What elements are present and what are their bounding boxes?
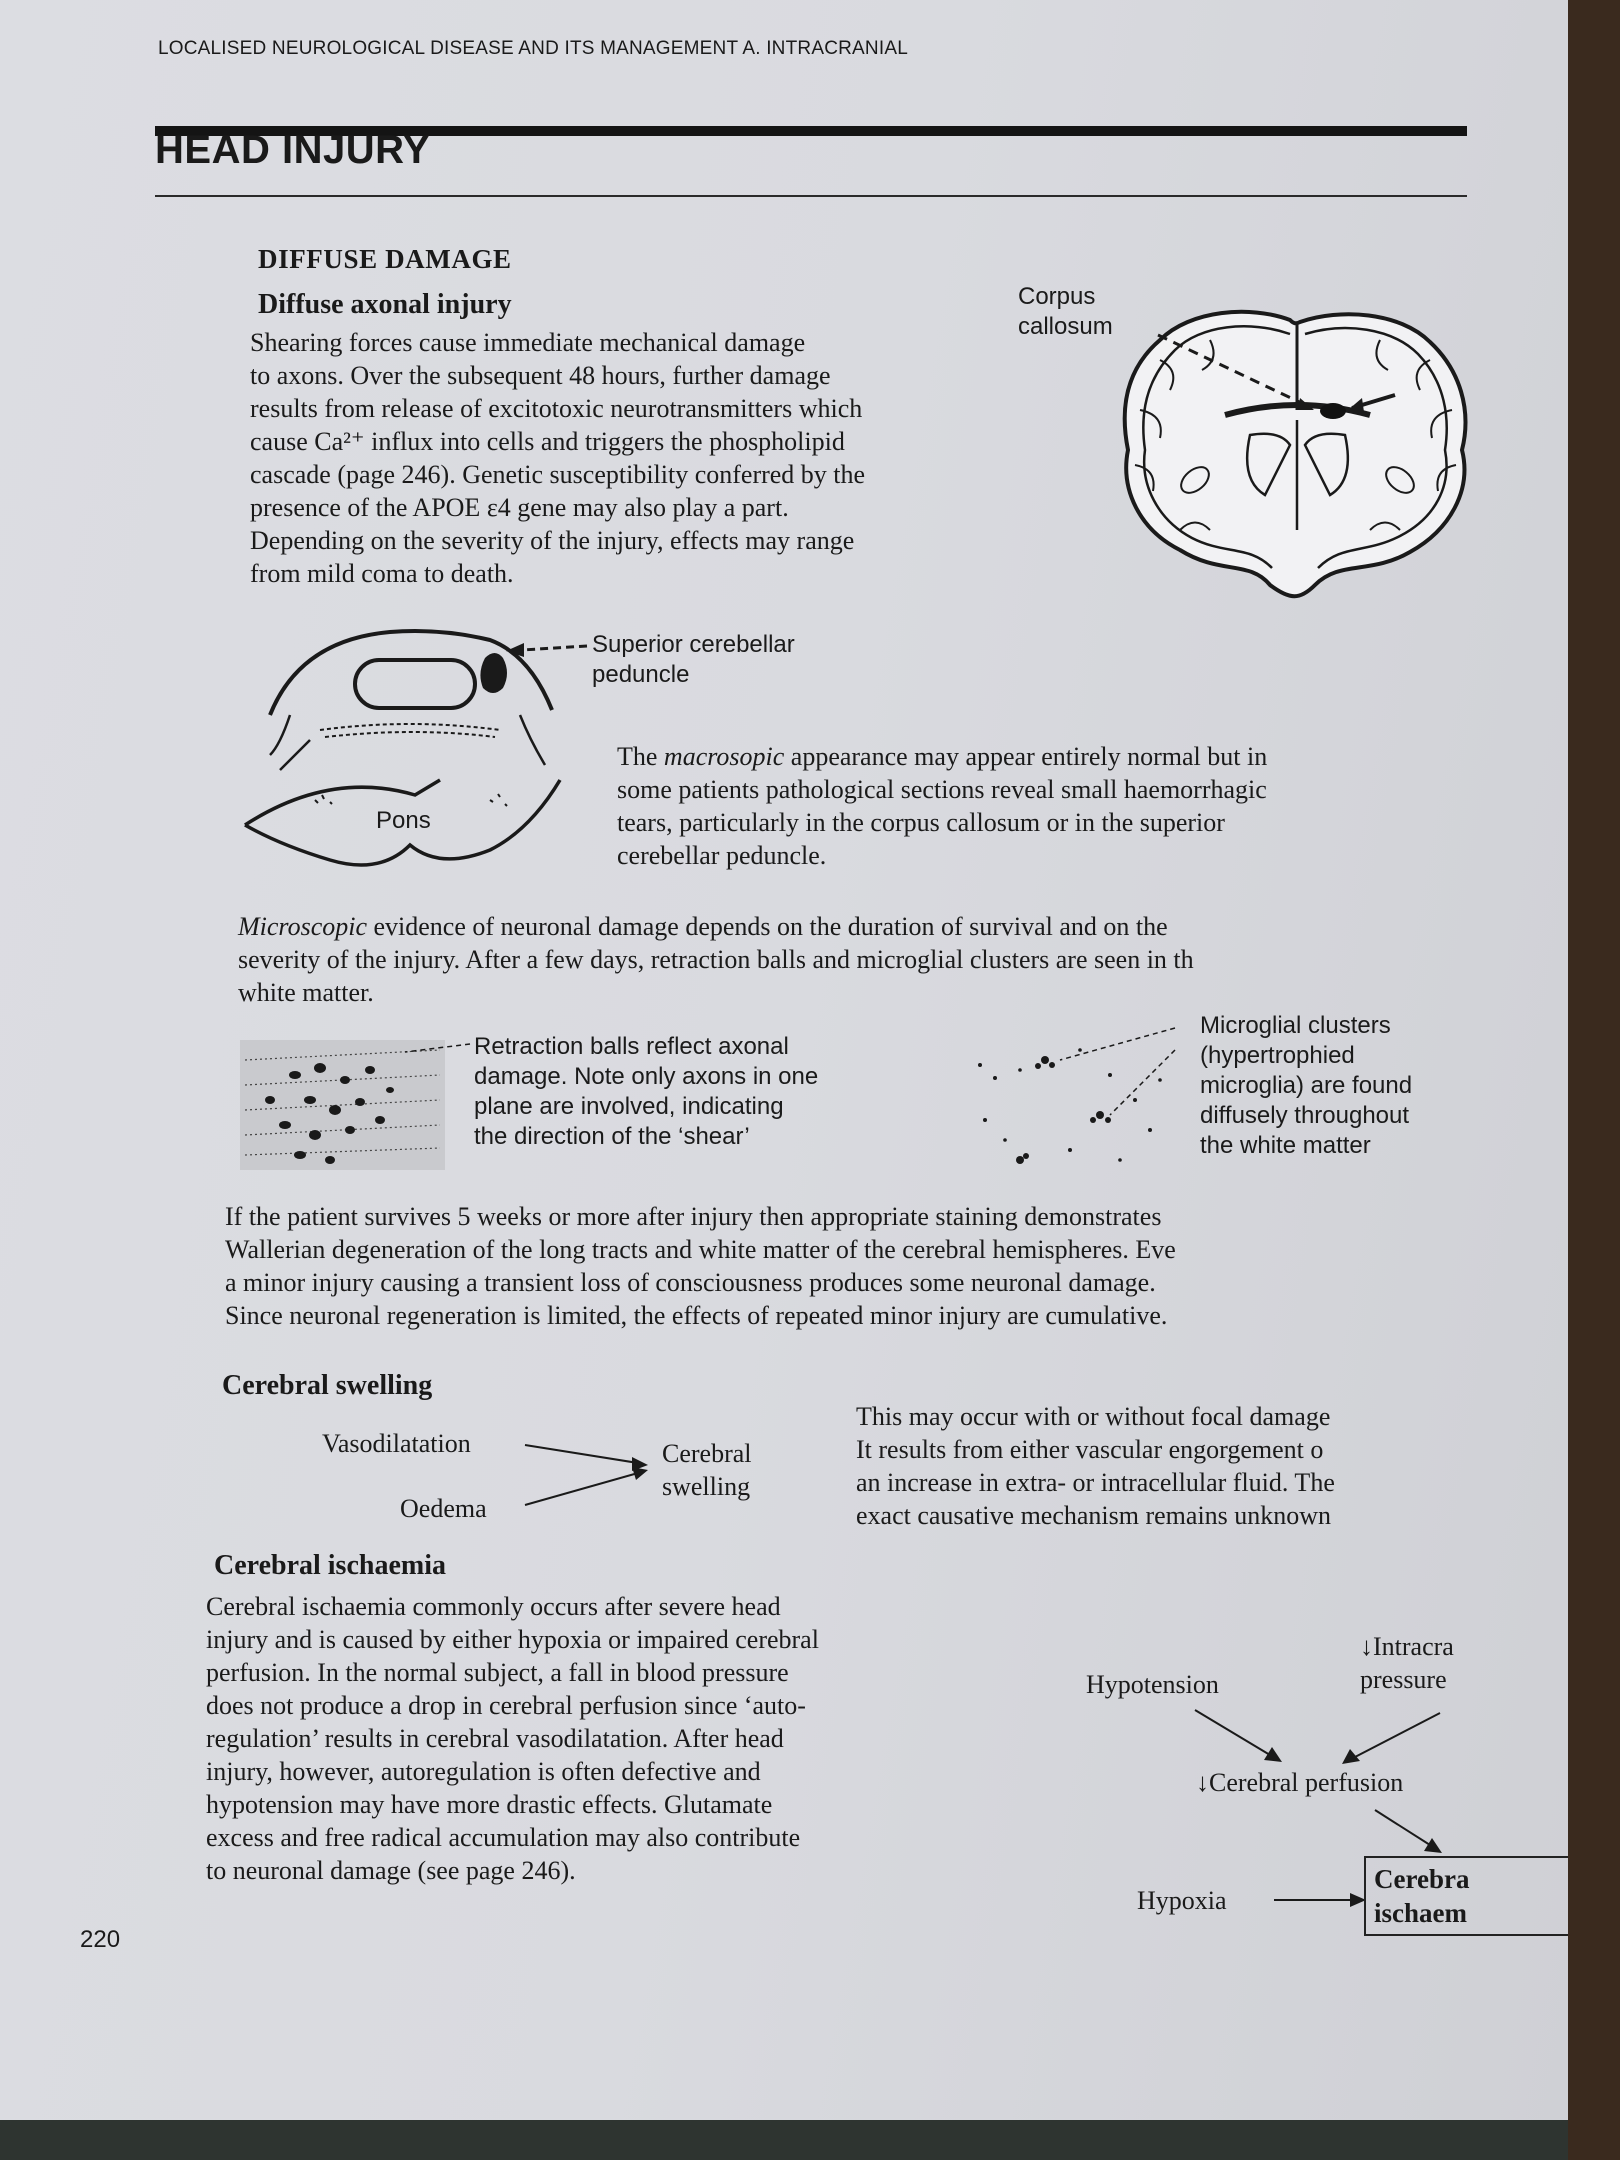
text-line: Cerebral ischaemia commonly occurs after severe head: [206, 1592, 781, 1621]
caption-line: the direction of the ‘shear’: [474, 1123, 750, 1150]
pons-speckle: [315, 794, 507, 806]
hypoxia-label: Hypoxia: [1137, 1886, 1227, 1915]
text-line: injury, however, autoregulation is often defective and: [206, 1757, 761, 1786]
cerebral-swelling-heading: Cerebral swelling: [222, 1370, 433, 1401]
hypoxia-arrow: [1272, 1890, 1372, 1910]
text-line: If the patient survives 5 weeks or more after injury then appropriate staining demonstrates: [225, 1202, 1162, 1231]
page-bottom-shadow: [0, 2120, 1568, 2160]
text-line: [238, 910, 1194, 943]
brain-outline: [1125, 312, 1466, 596]
label-line: pressure: [1360, 1665, 1447, 1694]
peduncle-lesion: [480, 653, 507, 693]
text-line: to neuronal damage (see page 246).: [206, 1856, 576, 1885]
label-line: Superior cerebellar: [592, 631, 795, 658]
text-line: from mild coma to death.: [250, 559, 514, 588]
peduncle-pointer: [502, 638, 592, 658]
text-line: to axons. Over the subsequent 48 hours, further damage: [250, 361, 831, 390]
corpus-callosum-label: [1018, 282, 1113, 342]
italic-term: Microscopic: [238, 912, 367, 941]
caption-line: Microglial clusters: [1200, 1012, 1391, 1039]
text-line: exact causative mechanism remains unknown: [856, 1501, 1332, 1530]
section-title: DIFFUSE DAMAGE: [258, 244, 512, 274]
pons-label: Pons: [376, 807, 431, 834]
fourth-ventricle: [355, 660, 475, 708]
microscopic-paragraph: [238, 910, 1194, 1009]
diffuse-axonal-text: [250, 326, 865, 590]
caption-line: damage. Note only axons in one: [474, 1063, 819, 1090]
italic-term: macrosopic: [663, 742, 785, 771]
text-line: Shearing forces cause immediate mechanical damage: [250, 328, 806, 357]
vasodilatation-label: Vasodilatation: [322, 1429, 471, 1458]
caption-line: the white matter: [1200, 1132, 1371, 1159]
text-line: It results from either vascular engorgement o: [856, 1435, 1324, 1464]
text-line: some patients pathological sections reveal small haemorrhagic: [617, 775, 1267, 804]
retraction-pointer: [395, 1038, 475, 1058]
text-line: hypotension may have more drastic effects. Glutamate: [206, 1790, 773, 1819]
label-line: Cerebral: [662, 1439, 752, 1468]
microglial-clusters-illustration: [960, 1020, 1190, 1180]
chapter-title: HEAD INJURY: [155, 128, 431, 172]
microglial-clusters-caption: [1200, 1011, 1412, 1161]
label-line: ischaem: [1374, 1898, 1467, 1928]
caption-line: (hypertrophied: [1200, 1042, 1355, 1069]
text-line: perfusion. In the normal subject, a fall in blood pressure: [206, 1658, 789, 1687]
hypotension-label: Hypotension: [1086, 1670, 1219, 1699]
text-span: The: [617, 742, 664, 771]
text-line: a minor injury causing a transient loss of consciousness produces some neuronal damage.: [225, 1268, 1156, 1297]
text-line: Wallerian degeneration of the long tracts and white matter of the cerebral hemispheres. Eve: [225, 1235, 1176, 1264]
text-line: severity of the injury. After a few days, retraction balls and microglial clusters are seen in th: [238, 945, 1194, 974]
superior-cerebellar-peduncle-label: [592, 630, 795, 690]
wallerian-paragraph: [225, 1200, 1176, 1332]
pons-fibres: [320, 724, 500, 737]
macroscopic-paragraph: [617, 740, 1267, 872]
oedema-label: Oedema: [400, 1494, 487, 1523]
label-line: peduncle: [592, 661, 690, 688]
brain-coronal-illustration: [1100, 300, 1490, 630]
text-line: does not produce a drop in cerebral perfusion since ‘auto-: [206, 1691, 806, 1720]
header-rule-thin: [155, 195, 1467, 197]
cerebral-ischaemia-text: [206, 1590, 819, 1887]
text-line: [617, 740, 1267, 773]
caption-line: microglia) are found: [1200, 1072, 1413, 1099]
text-line: injury and is caused by either hypoxia or impaired cerebral: [206, 1625, 819, 1654]
swelling-arrows: [520, 1440, 660, 1510]
text-line: regulation’ results in cerebral vasodilatation. After head: [206, 1724, 784, 1753]
text-line: results from release of excitotoxic neurotransmitters which: [250, 394, 863, 423]
pons-illustration: [240, 620, 590, 890]
text-line: white matter.: [238, 978, 374, 1007]
pons-left-edge: [270, 715, 310, 770]
running-head: LOCALISED NEUROLOGICAL DISEASE AND ITS MANAGEMENT A. INTRACRANIAL: [158, 38, 908, 59]
text-line: This may occur with or without focal damage: [856, 1402, 1331, 1431]
cerebral-ischaemia-result-box: [1364, 1856, 1568, 1936]
cerebral-swelling-text: [856, 1400, 1335, 1532]
label-line: Cerebra: [1374, 1864, 1470, 1894]
text-line: Depending on the severity of the injury, effects may range: [250, 526, 855, 555]
label-line: callosum: [1018, 313, 1113, 340]
text-span: evidence of neuronal damage depends on the duration of survival and on the: [367, 912, 1168, 941]
text-line: excess and free radical accumulation may also contribute: [206, 1823, 801, 1852]
text-line: Since neuronal regeneration is limited, the effects of repeated minor injury are cumulative.: [225, 1301, 1168, 1330]
diffuse-axonal-heading: Diffuse axonal injury: [258, 289, 512, 320]
text-line: presence of the APOE ε4 gene may also play a part.: [250, 493, 789, 522]
callosal-lesion: [1320, 403, 1346, 419]
text-line: cascade (page 246). Genetic susceptibility conferred by the: [250, 460, 866, 489]
cerebral-swelling-result: [662, 1437, 752, 1503]
cerebral-perfusion-label: ↓Cerebral perfusion: [1196, 1768, 1404, 1797]
label-line: Corpus: [1018, 283, 1096, 310]
intracranial-pressure-label: [1360, 1630, 1454, 1696]
label-line: swelling: [662, 1472, 751, 1501]
text-line: cerebellar peduncle.: [617, 841, 827, 870]
label-line: ↓Intracra: [1360, 1632, 1454, 1661]
caption-line: plane are involved, indicating: [474, 1093, 784, 1120]
text-line: an increase in extra- or intracellular fluid. The: [856, 1468, 1335, 1497]
text-line: tears, particularly in the corpus callosum or in the superior: [617, 808, 1225, 837]
text-line: cause Ca²⁺ influx into cells and triggers the phospholipid: [250, 427, 845, 456]
caption-line: Retraction balls reflect axonal: [474, 1033, 789, 1060]
text-span: appearance may appear entirely normal but in: [784, 742, 1268, 771]
cerebral-ischaemia-heading: Cerebral ischaemia: [214, 1550, 446, 1581]
pons-right-edge: [520, 715, 545, 765]
retraction-balls-caption: [474, 1032, 818, 1152]
page-number: 220: [80, 1926, 121, 1953]
caption-line: diffusely throughout: [1200, 1102, 1410, 1129]
